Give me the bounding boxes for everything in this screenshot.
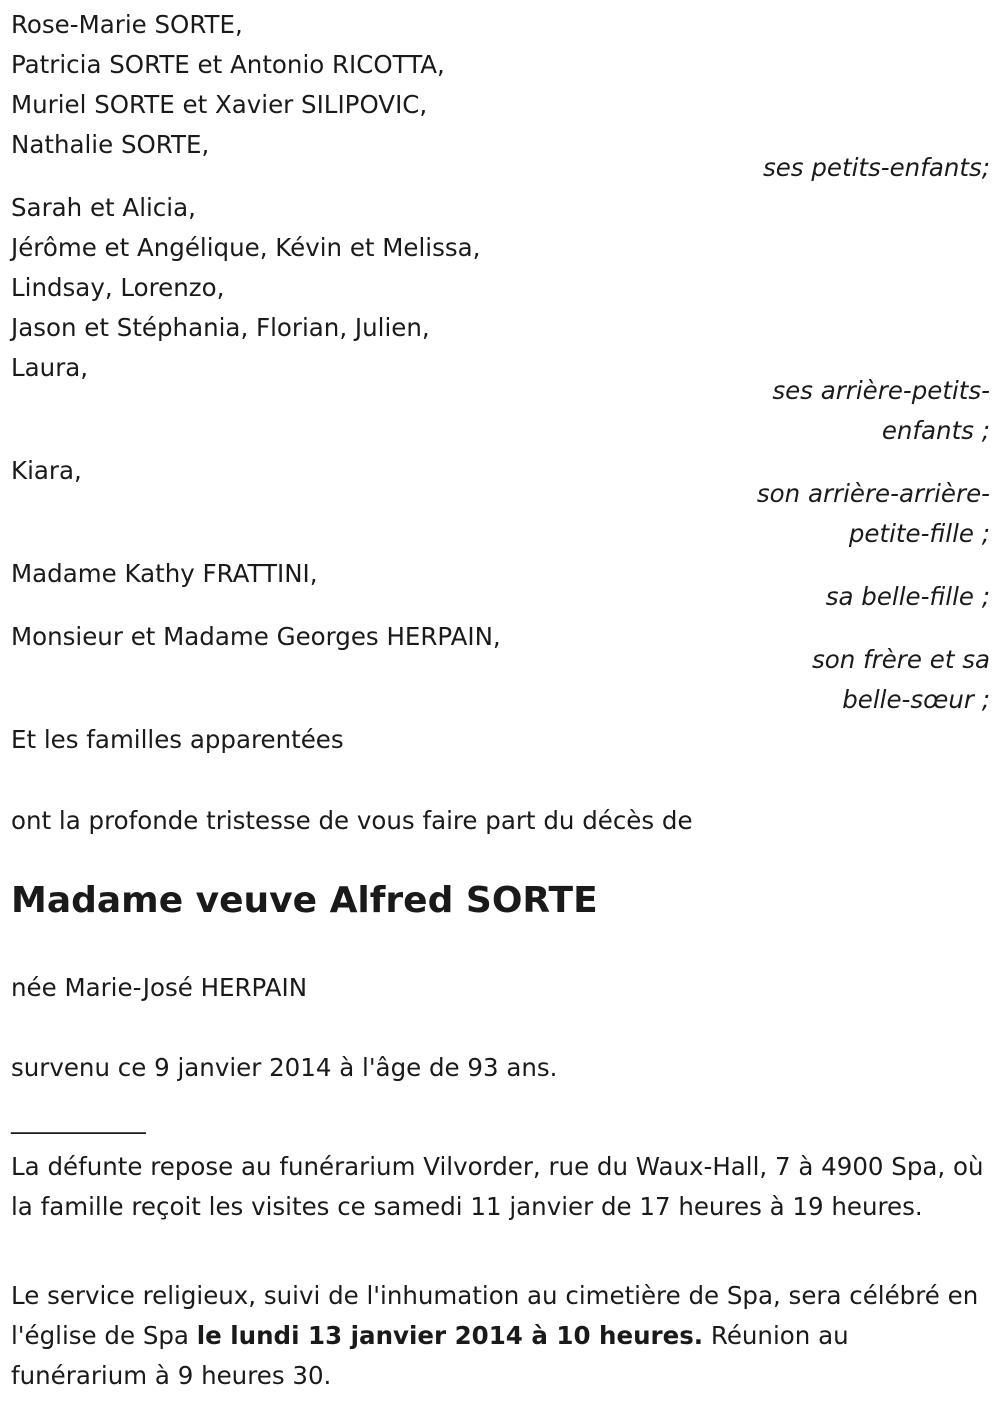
great-grandchild-line: Laura, <box>11 353 89 382</box>
relation-label: son arrière-arrière- <box>756 479 990 508</box>
grandchild-line: Rose-Marie SORTE, <box>11 10 243 39</box>
great-grandchild-line: Lindsay, Lorenzo, <box>11 273 225 302</box>
great-grandchild-line: Jason et Stéphania, Florian, Julien, <box>11 313 430 342</box>
relation-label: petite-fille ; <box>848 519 990 548</box>
relation-label: ses arrière-petits- <box>772 376 990 405</box>
service-paragraph <box>11 1276 990 1396</box>
great-great-granddaughter-section <box>11 451 990 554</box>
relative-name: Monsieur et Madame Georges HERPAIN, <box>11 622 501 651</box>
death-date-line: survenu ce 9 janvier 2014 à l'âge de 93 ans. <box>11 1053 558 1082</box>
grandchild-line: Muriel SORTE et Xavier SILIPOVIC, <box>11 90 428 119</box>
great-grandchildren-section <box>11 188 990 451</box>
relation-label: sa belle-fille ; <box>825 582 990 611</box>
service-text: Le service religieux, suivi de l'inhumation au cimetière de Spa, sera célébré en l'église de Spa <box>11 1281 979 1350</box>
grandchildren-section <box>11 5 990 188</box>
relation-label: son frère et sa <box>811 645 990 674</box>
great-grandchild-line: Jérôme et Angélique, Kévin et Melissa, <box>11 233 481 262</box>
great-grandchild-line: Sarah et Alicia, <box>11 193 196 222</box>
separator: ___________ <box>11 1105 146 1134</box>
relation-label: belle-sœur ; <box>842 685 990 714</box>
daughter-in-law-section <box>11 554 990 617</box>
service-date: le lundi 13 janvier 2014 à 10 heures. <box>196 1321 704 1350</box>
deceased-name: Madame veuve Alfred SORTE <box>11 880 598 921</box>
relative-name: Kiara, <box>11 456 82 485</box>
relation-label: ses petits-enfants; <box>762 153 990 182</box>
visitation-paragraph: La défunte repose au funérarium Vilvorder, rue du Waux-Hall, 7 à 4900 Spa, où la famille reçoit les visites ce samedi 11 janvier de 17 heures à 19 heures. <box>11 1152 984 1221</box>
announcement-line: ont la profonde tristesse de vous faire part du décès de <box>11 806 693 835</box>
brother-section <box>11 617 990 720</box>
maiden-name: née Marie-José HERPAIN <box>11 973 308 1002</box>
grandchild-line: Nathalie SORTE, <box>11 130 210 159</box>
families-line: Et les familles apparentées <box>11 725 344 754</box>
relative-name: Madame Kathy FRATTINI, <box>11 559 318 588</box>
service-text-end: Réunion au funérarium à 9 heures 30. <box>11 1321 849 1390</box>
relation-label: enfants ; <box>881 416 990 445</box>
grandchild-line: Patricia SORTE et Antonio RICOTTA, <box>11 50 445 79</box>
